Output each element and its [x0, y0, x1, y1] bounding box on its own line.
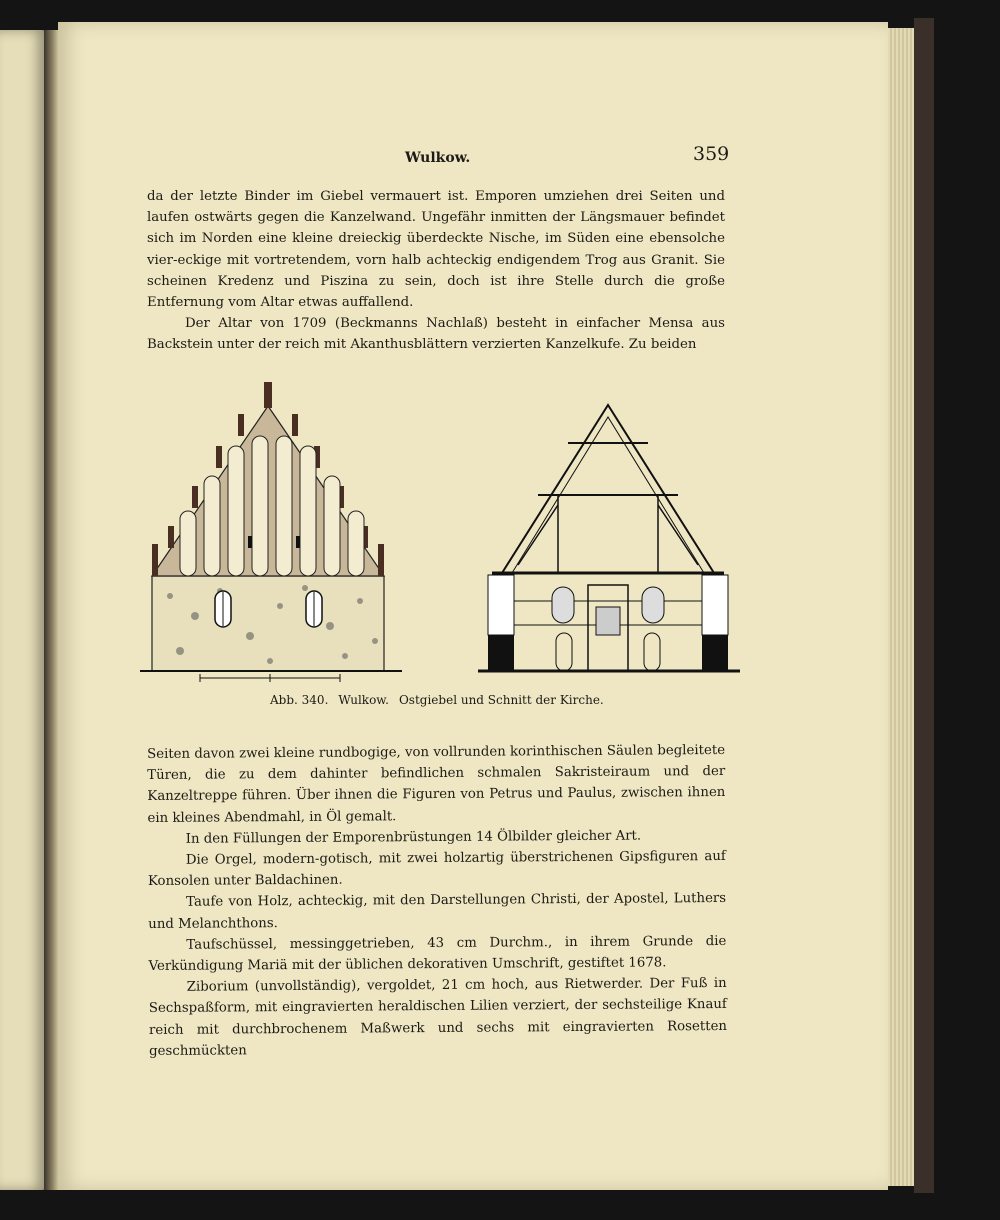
church-section-drawing — [478, 395, 746, 687]
paragraph: Ziborium (unvollständig), vergoldet, 21 cm hoch, aus Rietwerder. Der Fuß in Sechspaßform, mit eingravierten heraldischen Lilien verziert, der sechsteilige Knauf reich mit durchbrochenem Maßwerk und sechs mit eingravierten Rosetten geschmückten — [148, 976, 728, 1059]
paragraph: In den Füllungen der Emporenbrüstungen 14 Ölbilder gleicher Art. — [185, 828, 642, 847]
paragraph: da der letzte Binder im Giebel vermauert ist. Emporen umziehen drei Seiten und laufen ostwärts gegen die Kanzelwand. Ungefähr inmitten der Längsmauer befindet sich im Norden eine kleine dreieckig überdeckte Nische, im Süden eine ebensolche vier-eckige mit vortretendem, vorn halb achteckig endigendem Trog aus Granit. Sie scheinen Kredenz und Piszina zu sein, doch ist ihre Stelle durch die große Entfernung vom Altar etwas auffallend. — [147, 189, 725, 311]
page-number: 359 — [693, 143, 730, 165]
figure-label: Abb. 340. — [270, 693, 329, 707]
figure-caption — [270, 693, 604, 707]
paragraph: Die Orgel, modern-gotisch, mit zwei holzartig überstrichenen Gipsfiguren auf Konsolen unter Baldachinen. — [147, 848, 726, 890]
book-gutter — [44, 30, 58, 1190]
running-header: Wulkow. — [405, 150, 471, 166]
figure-description: Ostgiebel und Schnitt der Kirche. — [398, 693, 604, 707]
paragraph: Taufe von Holz, achteckig, mit den Darstellungen Christi, der Apostel, Luthers und Melanchthons. — [148, 891, 727, 932]
paragraph: Der Altar von 1709 (Beckmanns Nachlaß) besteht in einfacher Mensa aus Backstein unter der reich mit Akanthusblättern verzierten Kanzelkufe. Zu beiden — [147, 316, 725, 353]
text-block-top — [147, 186, 725, 356]
left-page-edge — [0, 30, 46, 1190]
text-block-bottom — [147, 740, 727, 1062]
page-stack-edge — [888, 28, 916, 1186]
paragraph: Taufschüssel, messinggetrieben, 43 cm Durchm., in ihrem Grunde die Verkündigung Mariä mit der üblichen dekorativen Umschrift, gestiftet 1678. — [148, 933, 727, 975]
book-cover-edge — [914, 18, 934, 1193]
paragraph: Seiten davon zwei kleine rundbogige, von vollrunden korinthischen Säulen begleitete Türen, die zu dem dahinter befindlichen schmalen Sakristeiraum und der Kanzeltreppe führen. Über ihnen die Figuren von Petrus und Paulus, zwischen ihnen ein kleines Abendmahl, in Öl gemalt. — [147, 742, 726, 826]
figure-place: Wulkow. — [338, 693, 389, 707]
east-gable-drawing — [140, 376, 410, 686]
